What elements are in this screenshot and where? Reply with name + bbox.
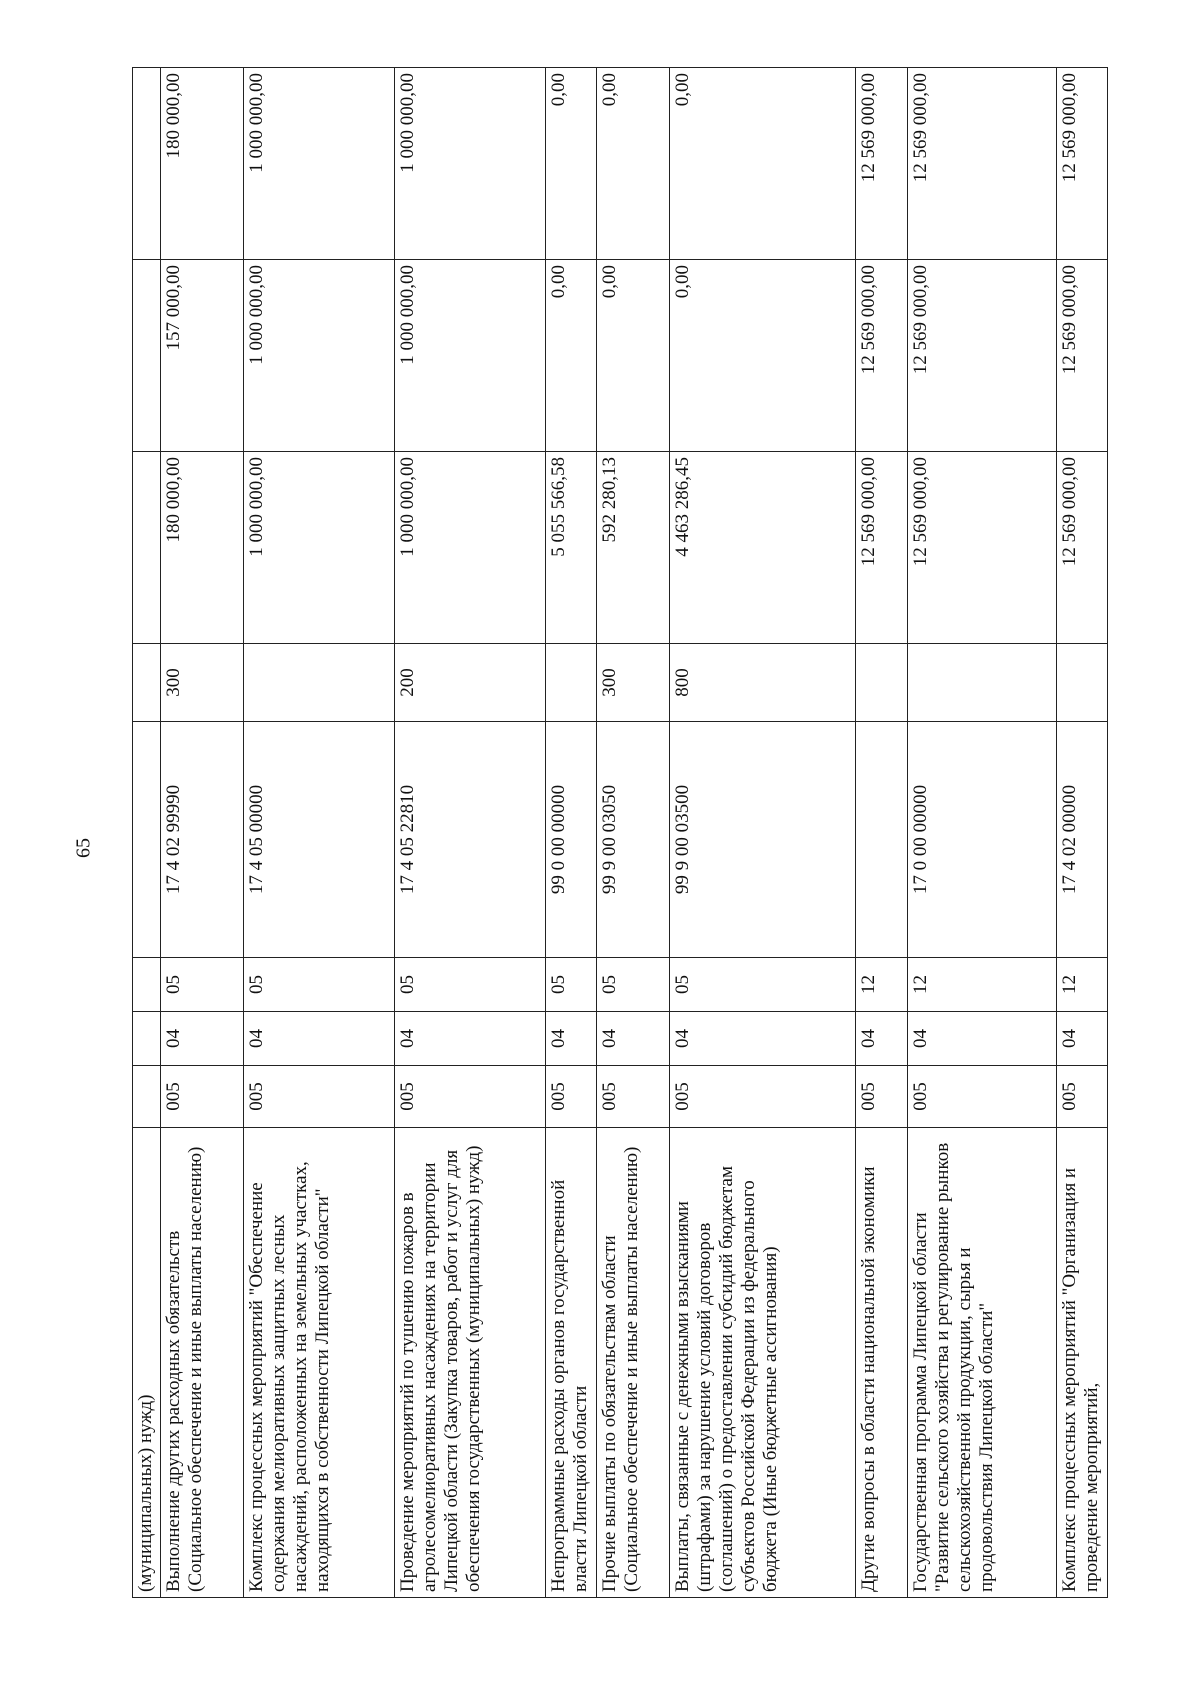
section-code-cell: 04: [160, 1012, 243, 1066]
admin-code-cell: 005: [856, 1066, 908, 1128]
amount-year1-cell: 12 569 000,00: [907, 452, 1056, 644]
subsection-code-cell: 05: [395, 958, 546, 1012]
target-code-cell: 99 9 00 03050: [597, 722, 670, 958]
subsection-code-cell: 12: [1057, 958, 1108, 1012]
page-number: 65: [72, 838, 95, 858]
amount-year2-cell: 12 569 000,00: [907, 260, 1056, 452]
table-row: [907, 68, 1056, 1598]
admin-code-cell: 005: [546, 1066, 597, 1128]
amount-year3-cell: 0,00: [597, 68, 670, 260]
target-code-cell: [133, 722, 161, 958]
target-code-cell: 17 0 00 00000: [907, 722, 1056, 958]
target-code-cell: 99 0 00 00000: [546, 722, 597, 958]
amount-year3-cell: 12 569 000,00: [1057, 68, 1108, 260]
row-name-cell: Комплекс процессных мероприятий "Организация и проведение мероприятий,: [1057, 1128, 1108, 1598]
admin-code-cell: 005: [907, 1066, 1056, 1128]
amount-year1-cell: 1 000 000,00: [395, 452, 546, 644]
section-code-cell: 04: [243, 1012, 394, 1066]
expense-type-cell: 300: [597, 644, 670, 722]
section-code-cell: 04: [597, 1012, 670, 1066]
expense-type-cell: [546, 644, 597, 722]
subsection-code-cell: 05: [669, 958, 856, 1012]
section-code-cell: 04: [907, 1012, 1056, 1066]
target-code-cell: 17 4 05 22810: [395, 722, 546, 958]
expense-type-cell: [1057, 644, 1108, 722]
amount-year2-cell: 0,00: [546, 260, 597, 452]
table-row: [1057, 68, 1108, 1598]
subsection-code-cell: 12: [856, 958, 908, 1012]
admin-code-cell: 005: [395, 1066, 546, 1128]
table-row: [597, 68, 670, 1598]
target-code-cell: [856, 722, 908, 958]
target-code-cell: 99 9 00 03500: [669, 722, 856, 958]
admin-code-cell: [133, 1066, 161, 1128]
amount-year3-cell: 1 000 000,00: [395, 68, 546, 260]
table-row: [395, 68, 546, 1598]
expense-type-cell: [907, 644, 1056, 722]
amount-year3-cell: 12 569 000,00: [907, 68, 1056, 260]
expense-type-cell: [133, 644, 161, 722]
table-row: [160, 68, 243, 1598]
admin-code-cell: 005: [243, 1066, 394, 1128]
row-name-cell: Непрограммные расходы органов государственной власти Липецкой области: [546, 1128, 597, 1598]
table-row: [133, 68, 161, 1598]
amount-year2-cell: 0,00: [597, 260, 670, 452]
amount-year1-cell: 5 055 566,58: [546, 452, 597, 644]
target-code-cell: 17 4 05 00000: [243, 722, 394, 958]
rotated-table-container: [132, 68, 1108, 1598]
amount-year1-cell: 180 000,00: [160, 452, 243, 644]
section-code-cell: [133, 1012, 161, 1066]
amount-year2-cell: [133, 260, 161, 452]
row-name-cell: Другие вопросы в области национальной экономики: [856, 1128, 908, 1598]
amount-year2-cell: 12 569 000,00: [856, 260, 908, 452]
expense-type-cell: [243, 644, 394, 722]
amount-year1-cell: 4 463 286,45: [669, 452, 856, 644]
admin-code-cell: 005: [160, 1066, 243, 1128]
amount-year3-cell: 0,00: [669, 68, 856, 260]
subsection-code-cell: 05: [243, 958, 394, 1012]
admin-code-cell: 005: [597, 1066, 670, 1128]
amount-year2-cell: 157 000,00: [160, 260, 243, 452]
section-code-cell: 04: [395, 1012, 546, 1066]
section-code-cell: 04: [669, 1012, 856, 1066]
admin-code-cell: 005: [1057, 1066, 1108, 1128]
section-code-cell: 04: [1057, 1012, 1108, 1066]
table-row: [669, 68, 856, 1598]
subsection-code-cell: 05: [597, 958, 670, 1012]
amount-year1-cell: 12 569 000,00: [1057, 452, 1108, 644]
target-code-cell: 17 4 02 00000: [1057, 722, 1108, 958]
expense-type-cell: [856, 644, 908, 722]
amount-year1-cell: 12 569 000,00: [856, 452, 908, 644]
subsection-code-cell: 05: [160, 958, 243, 1012]
amount-year2-cell: 0,00: [669, 260, 856, 452]
subsection-code-cell: [133, 958, 161, 1012]
amount-year2-cell: 1 000 000,00: [243, 260, 394, 452]
expense-type-cell: 300: [160, 644, 243, 722]
row-name-cell: Выплаты, связанные с денежными взысканиями (штрафами) за нарушение условий договоров (соглашений) о предоставлении субсидий бюджетам субъектов Российской Федерации из федерального бюджета (Иные бюджетные ассигнования): [669, 1128, 856, 1598]
expense-type-cell: 800: [669, 644, 856, 722]
amount-year3-cell: [133, 68, 161, 260]
amount-year2-cell: 12 569 000,00: [1057, 260, 1108, 452]
subsection-code-cell: 05: [546, 958, 597, 1012]
target-code-cell: 17 4 02 99990: [160, 722, 243, 958]
amount-year3-cell: 12 569 000,00: [856, 68, 908, 260]
section-code-cell: 04: [856, 1012, 908, 1066]
table-row: [546, 68, 597, 1598]
amount-year1-cell: 1 000 000,00: [243, 452, 394, 644]
subsection-code-cell: 12: [907, 958, 1056, 1012]
amount-year3-cell: 1 000 000,00: [243, 68, 394, 260]
amount-year1-cell: 592 280,13: [597, 452, 670, 644]
row-name-cell: Государственная программа Липецкой области "Развитие сельского хозяйства и регулирование рынков сельскохозяйственной продукции, сырья и продовольствия Липецкой области": [907, 1128, 1056, 1598]
table-row: [856, 68, 908, 1598]
admin-code-cell: 005: [669, 1066, 856, 1128]
row-name-cell: (муниципальных) нужд): [133, 1128, 161, 1598]
table-row: [243, 68, 394, 1598]
row-name-cell: Выполнение других расходных обязательств (Социальное обеспечение и иные выплаты населению): [160, 1128, 243, 1598]
amount-year3-cell: 180 000,00: [160, 68, 243, 260]
row-name-cell: Комплекс процессных мероприятий "Обеспечение содержания мелиоративных защитных лесных насаждений, расположенных на земельных участках, находящихся в собственности Липецкой области": [243, 1128, 394, 1598]
expense-type-cell: 200: [395, 644, 546, 722]
amount-year3-cell: 0,00: [546, 68, 597, 260]
amount-year2-cell: 1 000 000,00: [395, 260, 546, 452]
section-code-cell: 04: [546, 1012, 597, 1066]
budget-table: [132, 67, 1108, 1598]
row-name-cell: Проведение мероприятий по тушению пожаров в агролесомелиоративных насаждениях на территории Липецкой области (Закупка товаров, работ и услуг для обеспечения государственных (муниципальных) нужд): [395, 1128, 546, 1598]
row-name-cell: Прочие выплаты по обязательствам области (Социальное обеспечение и иные выплаты населению): [597, 1128, 670, 1598]
amount-year1-cell: [133, 452, 161, 644]
